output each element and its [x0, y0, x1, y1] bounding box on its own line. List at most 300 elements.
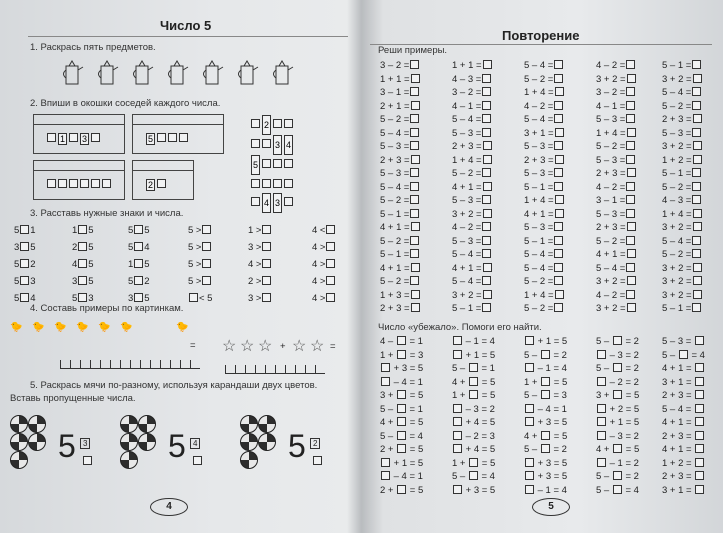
answer-box[interactable]	[410, 114, 419, 123]
answer-box[interactable]	[410, 236, 419, 245]
answer-box[interactable]	[541, 377, 550, 386]
answer-box[interactable]	[397, 336, 406, 345]
answer-box[interactable]	[626, 141, 635, 150]
example-cell: 2 + 1 =	[380, 101, 421, 112]
answer-box[interactable]	[555, 87, 564, 96]
answer-box[interactable]	[626, 114, 635, 123]
answer-box[interactable]	[554, 101, 563, 110]
answer-box[interactable]	[102, 179, 111, 188]
compare-cell: 3 5	[14, 242, 36, 253]
split-number: 2	[310, 438, 320, 449]
answer-box[interactable]	[692, 101, 701, 110]
star-icon: ☆	[222, 338, 237, 355]
answer-box[interactable]	[273, 119, 282, 128]
answer-box[interactable]	[69, 179, 78, 188]
answer-box[interactable]	[179, 133, 188, 142]
answer-box[interactable]	[554, 114, 563, 123]
answer-box[interactable]	[627, 276, 636, 285]
answer-box[interactable]	[453, 404, 462, 413]
teapot-icon	[270, 58, 292, 80]
answer-box[interactable]	[134, 242, 143, 251]
compare-cell: 4 >	[312, 293, 336, 304]
answer-box[interactable]	[202, 242, 211, 251]
answer-box[interactable]	[91, 133, 100, 142]
answer-box[interactable]	[469, 471, 478, 480]
teapot-icon	[165, 58, 187, 80]
answer-box[interactable]	[381, 377, 390, 386]
answer-box[interactable]	[262, 159, 271, 168]
equals-sign: =	[190, 340, 196, 351]
answer-box[interactable]	[83, 456, 92, 465]
answer-box[interactable]	[453, 485, 462, 494]
answer-box[interactable]	[411, 263, 420, 272]
answer-box[interactable]	[273, 159, 282, 168]
answer-box[interactable]	[482, 101, 491, 110]
answer-box[interactable]	[273, 179, 282, 188]
answer-box[interactable]	[284, 197, 293, 206]
example-cell: 3 + 2 =	[596, 276, 637, 287]
example-cell: 1 + 1 =	[380, 74, 421, 85]
answer-box[interactable]	[613, 390, 622, 399]
answer-box[interactable]	[410, 168, 419, 177]
example-cell: 5 – 3 =	[380, 141, 420, 152]
answer-box[interactable]	[525, 404, 534, 413]
example-cell: 1 + = 5	[524, 376, 568, 388]
answer-box[interactable]	[554, 74, 563, 83]
answer-box[interactable]	[483, 290, 492, 299]
right-task1-heading: Реши примеры.	[378, 45, 448, 56]
answer-box[interactable]	[626, 263, 635, 272]
answer-box[interactable]	[627, 222, 636, 231]
answer-box[interactable]	[627, 303, 636, 312]
example-cell: 1 + 3 =	[380, 290, 421, 301]
answer-box[interactable]	[453, 336, 462, 345]
example-cell: 5 – 2 =	[662, 101, 702, 112]
example-cell: 3 + 1 =	[662, 377, 705, 388]
answer-box[interactable]	[695, 458, 704, 467]
answer-box[interactable]	[613, 363, 622, 372]
answer-box[interactable]	[554, 168, 563, 177]
answer-box[interactable]	[251, 119, 260, 128]
title-underline	[28, 36, 348, 37]
answer-box[interactable]	[482, 195, 491, 204]
answer-box[interactable]	[202, 276, 211, 285]
answer-box[interactable]	[469, 390, 478, 399]
answer-box[interactable]	[381, 363, 390, 372]
example-cell: – 3 = 2	[452, 404, 495, 415]
ball-icon	[138, 433, 156, 451]
example-cell: + 4 = 5	[452, 417, 495, 428]
answer-box[interactable]	[555, 209, 564, 218]
answer-box[interactable]	[482, 168, 491, 177]
answer-box[interactable]	[469, 377, 478, 386]
answer-box[interactable]	[541, 444, 550, 453]
answer-box[interactable]	[410, 209, 419, 218]
answer-box[interactable]	[482, 222, 491, 231]
answer-box[interactable]	[626, 236, 635, 245]
answer-box[interactable]	[626, 195, 635, 204]
answer-box[interactable]	[626, 182, 635, 191]
example-cell: 3 + 2 =	[662, 222, 703, 233]
answer-box[interactable]	[695, 485, 704, 494]
answer-box[interactable]	[381, 458, 390, 467]
task2-heading: 2. Впиши в окошки соседей каждого числа.	[30, 98, 221, 109]
example-cell: 4 – 2 =	[596, 290, 636, 301]
answer-box[interactable]	[693, 222, 702, 231]
answer-box[interactable]	[627, 128, 636, 137]
answer-box[interactable]	[453, 417, 462, 426]
answer-box[interactable]	[541, 390, 550, 399]
answer-box[interactable]	[69, 133, 78, 142]
answer-box[interactable]	[554, 60, 563, 69]
example-cell: 1 + 1 =	[452, 60, 493, 71]
answer-box[interactable]	[597, 417, 606, 426]
answer-box[interactable]	[692, 249, 701, 258]
answer-box[interactable]	[262, 293, 271, 302]
answer-box[interactable]	[693, 276, 702, 285]
answer-box[interactable]	[695, 363, 704, 372]
answer-box[interactable]	[78, 225, 87, 234]
answer-box[interactable]	[597, 350, 606, 359]
answer-box[interactable]	[20, 293, 29, 302]
answer-box[interactable]	[693, 155, 702, 164]
answer-box[interactable]	[626, 209, 635, 218]
example-cell: 5 – 2 =	[524, 303, 564, 314]
answer-box[interactable]	[410, 128, 419, 137]
answer-box[interactable]	[695, 417, 704, 426]
answer-box[interactable]	[692, 168, 701, 177]
compare-cell: 3 >	[248, 242, 272, 253]
answer-box[interactable]	[525, 485, 534, 494]
answer-box[interactable]	[554, 182, 563, 191]
answer-box[interactable]	[262, 139, 271, 148]
example-cell: 1 + 2 =	[662, 458, 705, 469]
answer-box[interactable]	[410, 60, 419, 69]
answer-box[interactable]	[251, 179, 260, 188]
answer-box[interactable]	[597, 431, 606, 440]
ball-icon	[28, 415, 46, 433]
answer-box[interactable]	[20, 242, 29, 251]
answer-box[interactable]	[410, 87, 419, 96]
example-cell: 5 – 4 =	[662, 87, 702, 98]
example-cell: 4 + 1 =	[662, 417, 705, 428]
answer-box[interactable]	[695, 390, 704, 399]
ball-icon	[120, 415, 138, 433]
house-1-cells	[46, 133, 101, 145]
example-cell: 3 + 2 =	[596, 74, 637, 85]
answer-box[interactable]	[397, 417, 406, 426]
answer-box[interactable]	[411, 101, 420, 110]
answer-box[interactable]	[597, 377, 606, 386]
answer-box[interactable]	[326, 259, 335, 268]
answer-box[interactable]	[613, 485, 622, 494]
answer-box[interactable]	[626, 155, 635, 164]
answer-box[interactable]	[411, 222, 420, 231]
answer-box[interactable]	[692, 236, 701, 245]
answer-box[interactable]	[626, 290, 635, 299]
answer-box[interactable]	[157, 179, 166, 188]
answer-box[interactable]	[554, 141, 563, 150]
answer-box[interactable]	[20, 259, 29, 268]
answer-box[interactable]	[80, 179, 89, 188]
house-1	[33, 124, 125, 154]
house-3	[33, 170, 125, 200]
answer-box[interactable]	[692, 182, 701, 191]
answer-box[interactable]	[168, 133, 177, 142]
example-cell: 3 + 2 =	[662, 276, 703, 287]
answer-box[interactable]	[189, 293, 198, 302]
task3-heading: 3. Расставь нужные знаки и числа.	[30, 208, 184, 219]
answer-box[interactable]	[613, 471, 622, 480]
answer-box[interactable]	[554, 236, 563, 245]
answer-box[interactable]	[397, 404, 406, 413]
answer-box[interactable]	[597, 404, 606, 413]
answer-box[interactable]	[410, 249, 419, 258]
answer-box[interactable]	[411, 155, 420, 164]
example-cell: 5 – = 2	[596, 336, 639, 347]
example-cell: – 4 = 1	[380, 471, 423, 482]
compare-cell: 4 >	[312, 242, 336, 253]
answer-box[interactable]	[541, 431, 550, 440]
answer-box[interactable]	[397, 390, 406, 399]
example-cell: 5 – 2 =	[596, 141, 636, 152]
answer-box[interactable]	[193, 456, 202, 465]
answer-box[interactable]	[381, 471, 390, 480]
given-number: 4	[284, 135, 293, 155]
answer-box[interactable]	[482, 74, 491, 83]
answer-box[interactable]	[410, 276, 419, 285]
example-cell: 3 – 2 =	[596, 87, 636, 98]
answer-box[interactable]	[554, 249, 563, 258]
compare-cell: 3 5	[72, 276, 94, 287]
teapot-icon	[60, 58, 82, 80]
answer-box[interactable]	[326, 276, 335, 285]
example-cell: 4 – 1 =	[452, 101, 492, 112]
answer-box[interactable]	[554, 222, 563, 231]
answer-box[interactable]	[78, 276, 87, 285]
answer-box[interactable]	[326, 225, 335, 234]
answer-box[interactable]	[555, 195, 564, 204]
answer-box[interactable]	[483, 155, 492, 164]
answer-box[interactable]	[695, 336, 704, 345]
answer-box[interactable]	[693, 209, 702, 218]
example-cell: 1 + 4 =	[524, 195, 565, 206]
answer-box[interactable]	[695, 404, 704, 413]
answer-box[interactable]	[20, 276, 29, 285]
example-cell: 5 – = 4	[452, 471, 495, 482]
answer-box[interactable]	[695, 471, 704, 480]
answer-box[interactable]	[483, 60, 492, 69]
answer-box[interactable]	[482, 114, 491, 123]
answer-box[interactable]	[695, 377, 704, 386]
answer-box[interactable]	[555, 290, 564, 299]
answer-box[interactable]	[482, 236, 491, 245]
answer-box[interactable]	[262, 179, 271, 188]
answer-box[interactable]	[411, 290, 420, 299]
answer-box[interactable]	[613, 336, 622, 345]
answer-box[interactable]	[626, 87, 635, 96]
answer-box[interactable]	[482, 87, 491, 96]
answer-box[interactable]	[627, 168, 636, 177]
answer-box[interactable]	[693, 141, 702, 150]
answer-box[interactable]	[541, 350, 550, 359]
compare-cell: 5 2	[128, 276, 150, 287]
answer-box[interactable]	[262, 225, 271, 234]
answer-box[interactable]	[693, 114, 702, 123]
answer-box[interactable]	[410, 141, 419, 150]
teapot-icon	[95, 58, 117, 80]
answer-box[interactable]	[284, 159, 293, 168]
answer-box[interactable]	[692, 87, 701, 96]
answer-box[interactable]	[469, 458, 478, 467]
answer-box[interactable]	[78, 293, 87, 302]
answer-box[interactable]	[525, 471, 534, 480]
example-cell: 5 – 2 =	[524, 276, 564, 287]
answer-box[interactable]	[693, 290, 702, 299]
answer-box[interactable]	[284, 179, 293, 188]
answer-box[interactable]	[410, 195, 419, 204]
example-cell: 5 – = 1	[380, 403, 423, 415]
answer-box[interactable]	[20, 225, 29, 234]
answer-box[interactable]	[47, 133, 56, 142]
example-cell: 5 – 4 =	[662, 404, 705, 415]
answer-box[interactable]	[134, 259, 143, 268]
given-number: 3	[82, 134, 88, 144]
example-cell: 4 + 1 =	[452, 263, 493, 274]
answer-box[interactable]	[482, 128, 491, 137]
example-cell: 2 + = 5	[380, 444, 424, 455]
split-number: 4	[190, 438, 200, 449]
answer-box[interactable]	[679, 350, 688, 359]
answer-box[interactable]	[469, 363, 478, 372]
answer-box[interactable]	[453, 444, 462, 453]
answer-box[interactable]	[692, 303, 701, 312]
answer-box[interactable]	[134, 225, 143, 234]
answer-box[interactable]	[483, 182, 492, 191]
answer-box[interactable]	[525, 458, 534, 467]
answer-box[interactable]	[410, 182, 419, 191]
example-cell: 5 – 3 =	[662, 128, 702, 139]
answer-box[interactable]	[47, 179, 56, 188]
answer-box[interactable]	[78, 259, 87, 268]
answer-box[interactable]	[626, 101, 635, 110]
answer-box[interactable]	[482, 276, 491, 285]
example-cell: 5 – 1 =	[662, 168, 702, 179]
answer-box[interactable]	[91, 179, 100, 188]
number-neighbors-grid	[250, 115, 294, 213]
example-cell: 3 + 2 =	[662, 290, 703, 301]
answer-box[interactable]	[554, 276, 563, 285]
answer-box[interactable]	[627, 74, 636, 83]
answer-box[interactable]	[262, 242, 271, 251]
answer-box[interactable]	[525, 363, 534, 372]
answer-box[interactable]	[555, 155, 564, 164]
answer-box[interactable]	[613, 444, 622, 453]
task4-heading: 4. Составь примеры по картинкам.	[30, 303, 184, 314]
plus-sign: +	[280, 341, 286, 352]
answer-box[interactable]	[525, 336, 534, 345]
answer-box[interactable]	[693, 74, 702, 83]
answer-box[interactable]	[397, 444, 406, 453]
compare-cell: < 5	[188, 293, 212, 304]
example-cell: + 3 = 5	[452, 485, 495, 496]
answer-box[interactable]	[693, 263, 702, 272]
answer-box[interactable]	[397, 485, 406, 494]
answer-box[interactable]	[134, 276, 143, 285]
answer-box[interactable]	[554, 303, 563, 312]
answer-box[interactable]	[202, 225, 211, 234]
answer-box[interactable]	[483, 263, 492, 272]
answer-box[interactable]	[397, 350, 406, 359]
answer-box[interactable]	[411, 303, 420, 312]
answer-box[interactable]	[251, 197, 260, 206]
answer-box[interactable]	[262, 276, 271, 285]
answer-box[interactable]	[326, 293, 335, 302]
example-cell: 5 – 1 =	[662, 303, 702, 314]
answer-box[interactable]	[483, 209, 492, 218]
example-cell: + 1 = 5	[452, 350, 495, 361]
example-cell: 5 – 4 =	[380, 128, 420, 139]
answer-box[interactable]	[695, 431, 704, 440]
answer-box[interactable]	[157, 133, 166, 142]
house-4	[132, 170, 194, 200]
example-cell: 5 – 3 =	[452, 195, 492, 206]
answer-box[interactable]	[251, 139, 260, 148]
ball-icon	[240, 433, 258, 451]
answer-box[interactable]	[692, 195, 701, 204]
given-number: 3	[273, 135, 282, 155]
answer-box[interactable]	[695, 444, 704, 453]
compare-cell: 5 2	[14, 259, 36, 270]
example-cell: 4 + = 5	[452, 376, 496, 388]
example-cell: + 1 = 5	[596, 417, 639, 428]
answer-box[interactable]	[453, 350, 462, 359]
answer-box[interactable]	[202, 259, 211, 268]
answer-box[interactable]	[525, 417, 534, 426]
answer-box[interactable]	[627, 249, 636, 258]
answer-box[interactable]	[313, 456, 322, 465]
answer-box[interactable]	[597, 458, 606, 467]
answer-box[interactable]	[555, 128, 564, 137]
example-cell: 1 + = 5	[452, 390, 496, 401]
compare-cell: 4 >	[312, 276, 336, 287]
given-number: 5	[251, 155, 260, 175]
answer-box[interactable]	[483, 141, 492, 150]
answer-box[interactable]	[411, 74, 420, 83]
answer-box[interactable]	[284, 119, 293, 128]
answer-box[interactable]	[134, 293, 143, 302]
answer-box[interactable]	[453, 431, 462, 440]
answer-box[interactable]	[482, 249, 491, 258]
ball-icon	[120, 433, 138, 451]
answer-box[interactable]	[326, 242, 335, 251]
house-2	[132, 124, 224, 154]
compare-cell: 5 >	[188, 259, 212, 270]
example-cell: 5 – 4 =	[380, 182, 420, 193]
answer-box[interactable]	[58, 179, 67, 188]
answer-box[interactable]	[482, 303, 491, 312]
example-cell: 3 + 2 =	[452, 290, 493, 301]
ball-icon	[138, 415, 156, 433]
answer-box[interactable]	[554, 263, 563, 272]
answer-box[interactable]	[692, 128, 701, 137]
answer-box[interactable]	[78, 242, 87, 251]
answer-box[interactable]	[397, 431, 406, 440]
example-cell: 5 – 2 =	[524, 74, 564, 85]
answer-box[interactable]	[626, 60, 635, 69]
answer-box[interactable]	[692, 60, 701, 69]
answer-box[interactable]	[262, 259, 271, 268]
